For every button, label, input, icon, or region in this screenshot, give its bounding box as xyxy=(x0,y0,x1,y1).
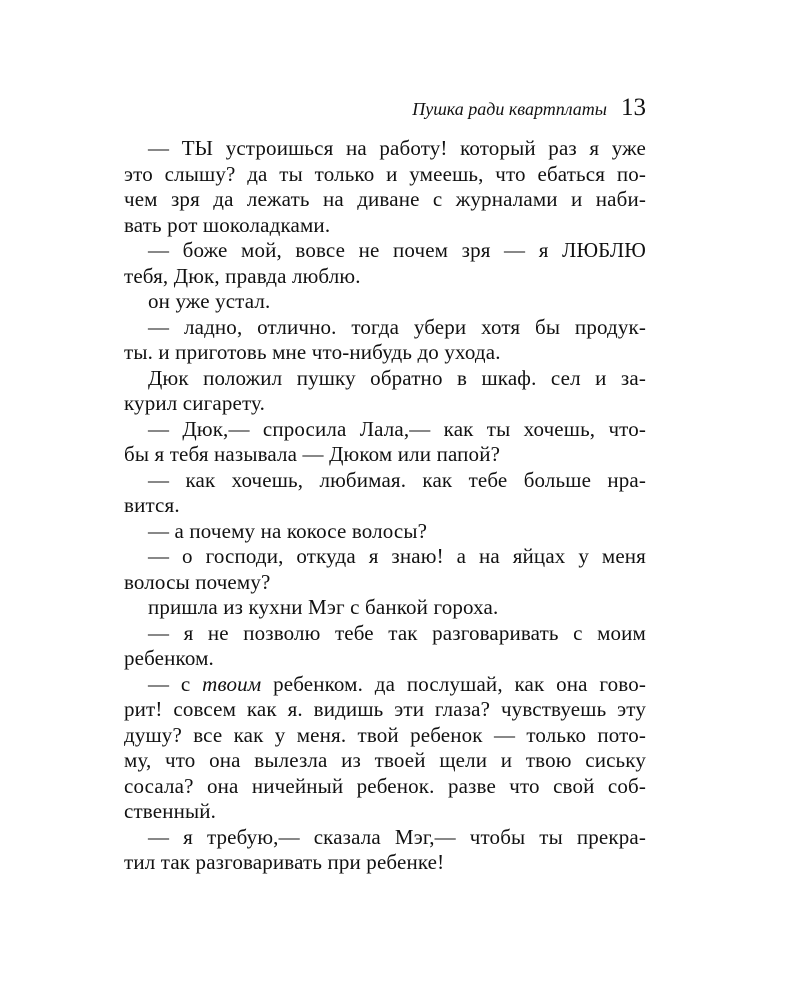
text-line: вится. xyxy=(124,493,180,517)
text-line: вать рот шоколадками. xyxy=(124,212,331,237)
text-line: — с твоим ребенком. да послушай, как она гово- xyxy=(148,671,646,696)
text-line: — Дюк,— спросила Лала,— как ты хочешь, что- xyxy=(148,416,646,441)
emphasis-word: твоим xyxy=(202,671,262,696)
text-line: — я требую,— сказала Мэг,— чтобы ты прекра- xyxy=(148,824,646,849)
text-line: — о господи, откуда я знаю! а на яйцах у меня xyxy=(148,544,646,568)
text-line: — ТЫ устроишься на работу! который раз я уже xyxy=(148,136,646,160)
text-line: волосы почему? xyxy=(124,569,271,594)
text-line: тил так разговаривать при ребенке! xyxy=(124,850,445,874)
text-line: Дюк положил пушку обратно в шкаф. сел и за- xyxy=(148,365,646,390)
text-line: тебя, Дюк, правда люблю. xyxy=(124,263,361,288)
text-line: он уже устал. xyxy=(148,289,271,313)
text-line: сосала? она ничейный ребенок. разве что свой соб- xyxy=(124,773,646,798)
body-text xyxy=(124,136,646,876)
text-line: ственный. xyxy=(124,799,217,823)
text-line: ты. и приготовь мне что-нибудь до ухода. xyxy=(124,340,501,364)
text-line: — боже мой, вовсе не почем зря — я ЛЮБЛЮ xyxy=(148,238,646,262)
text-line: му, что она вылезла из твоей щели и твою сиську xyxy=(124,748,646,772)
text-line: курил сигарету. xyxy=(124,391,265,415)
running-head xyxy=(412,94,646,122)
text-line: бы я тебя называла — Дюком или папой? xyxy=(124,442,501,466)
text-line: пришла из кухни Мэг с банкой гороха. xyxy=(148,595,499,619)
text-line: — как хочешь, любимая. как тебе больше нра- xyxy=(148,467,646,492)
running-title: Пушка ради квартплаты xyxy=(412,99,607,119)
text-line: чем зря да лежать на диване с журналами и наби- xyxy=(124,187,646,211)
text-line: — я не позволю тебе так разговаривать с моим xyxy=(148,620,646,645)
text-line: душу? все как у меня. твой ребенок — только пото- xyxy=(124,722,646,747)
text-line: — ладно, отлично. тогда убери хотя бы продук- xyxy=(148,314,646,339)
text-line: ребенком. xyxy=(124,646,214,670)
text-line: — а почему на кокосе волосы? xyxy=(148,518,428,543)
page-number: 13 xyxy=(621,94,646,121)
text-line: это слышу? да ты только и умеешь, что ебаться по- xyxy=(124,161,646,186)
text-line: рит! совсем как я. видишь эти глаза? чувствуешь эту xyxy=(124,697,646,721)
